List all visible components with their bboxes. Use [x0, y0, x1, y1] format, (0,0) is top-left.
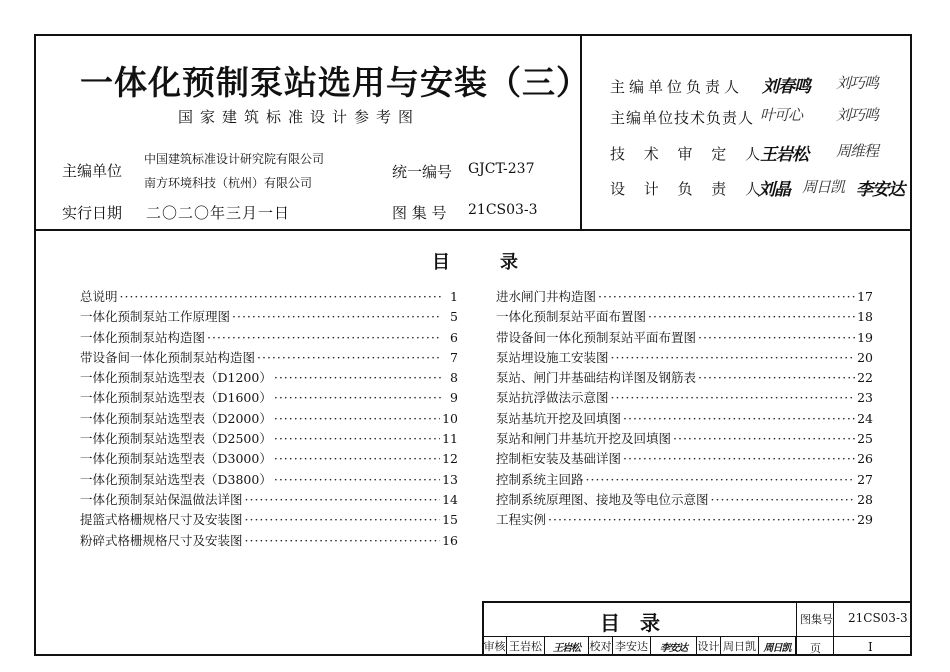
- toc-entry-page: 23: [857, 390, 873, 406]
- titleblock-design-sig: 周日凯: [759, 637, 796, 655]
- toc-entry[interactable]: [80, 287, 458, 307]
- toc-entry-page: 26: [857, 451, 873, 467]
- signature-3b: 周维程: [836, 142, 879, 160]
- toc-entry-title: 一体化预制泵站保温做法详图: [80, 491, 243, 507]
- editor-unit-2: 南方环境科技（杭州）有限公司: [144, 176, 313, 190]
- toc-entry-title: 控制系统主回路: [496, 471, 584, 487]
- toc-entry-title: 泵站抗浮做法示意图: [496, 390, 609, 406]
- toc-entry-page: 5: [450, 309, 458, 325]
- toc-left-column: [80, 287, 458, 551]
- titleblock-page-label: 页: [810, 642, 821, 655]
- toc-leader-dots: [274, 390, 442, 405]
- titleblock-review-sig: 王岩松: [545, 637, 589, 655]
- toc-leader-dots: [548, 512, 855, 527]
- toc-entry[interactable]: [80, 307, 458, 327]
- toc-leader-dots: [232, 309, 442, 324]
- toc-entry[interactable]: [80, 328, 458, 348]
- toc-leader-dots: [598, 289, 855, 304]
- unified-no-label: 统一编号: [392, 163, 453, 181]
- signature-1b: 刘巧鸣: [836, 74, 879, 92]
- toc-leader-dots: [274, 431, 440, 446]
- titleblock-signature-row: [483, 637, 796, 655]
- toc-entry-title: 粉碎式格栅规格尺寸及安装图: [80, 532, 243, 548]
- signature-label-3: 技 术 审 定 人: [610, 145, 768, 163]
- toc-entry[interactable]: [80, 409, 458, 429]
- subtitle: 国家建筑标准设计参考图: [178, 108, 421, 126]
- titleblock-check-sig: 李安达: [651, 637, 697, 655]
- toc-leader-dots: [698, 330, 855, 345]
- toc-leader-dots: [274, 472, 440, 487]
- effective-date-label: 实行日期: [62, 204, 123, 222]
- toc-entry-page: 12: [442, 451, 458, 467]
- toc-entry-page: 13: [442, 471, 458, 487]
- editor-unit-1: 中国建筑标准设计研究院有限公司: [144, 152, 325, 166]
- toc-heading-char-1: 目: [432, 252, 450, 273]
- toc-entry-page: 29: [857, 512, 873, 528]
- toc-entry[interactable]: [496, 510, 873, 530]
- signature-label-4: 设 计 负 责 人: [610, 180, 768, 198]
- toc-entry-title: 泵站和闸门井基坑开挖及回填图: [496, 431, 672, 447]
- toc-entry-page: 24: [857, 410, 873, 426]
- titleblock-check-name: 李安达: [613, 637, 651, 655]
- toc-entry[interactable]: [80, 470, 458, 490]
- atlas-no: 21CS03-3: [468, 202, 538, 218]
- toc-leader-dots: [245, 533, 441, 548]
- toc-leader-dots: [245, 512, 441, 527]
- main-title: 一体化预制泵站选用与安装（三）: [80, 63, 590, 102]
- toc-entry[interactable]: [496, 449, 873, 469]
- toc-entry-title: 一体化预制泵站选型表（D2500）: [80, 431, 272, 447]
- toc-entry-page: 28: [857, 491, 873, 507]
- signature-3a: 王岩松: [760, 145, 808, 165]
- toc-entry[interactable]: [80, 510, 458, 530]
- titleblock-design-name: 周日凯: [721, 637, 759, 655]
- toc-entry-title: 一体化预制泵站工作原理图: [80, 309, 231, 325]
- toc-right-column: [496, 287, 873, 531]
- toc-entry-page: 16: [442, 532, 458, 548]
- toc-entry-title: 一体化预制泵站平面布置图: [496, 309, 647, 325]
- toc-entry[interactable]: [80, 388, 458, 408]
- toc-entry-title: 带设备间一体化预制泵站构造图: [80, 349, 256, 365]
- toc-entry-page: 25: [857, 431, 873, 447]
- signature-label-1: 主编单位负责人: [610, 78, 744, 96]
- toc-heading-char-2: 录: [500, 252, 518, 273]
- toc-leader-dots: [711, 492, 856, 507]
- titleblock-review-name: 王岩松: [507, 637, 545, 655]
- toc-leader-dots: [648, 309, 855, 324]
- toc-entry-page: 7: [450, 349, 458, 365]
- toc-entry[interactable]: [80, 429, 458, 449]
- titleblock-page-value: I: [868, 640, 873, 654]
- toc-entry-title: 一体化预制泵站选型表（D1200）: [80, 370, 272, 386]
- toc-entry-title: 一体化预制泵站选型表（D3000）: [80, 451, 272, 467]
- toc-leader-dots: [245, 492, 441, 507]
- toc-entry[interactable]: [496, 470, 873, 490]
- signature-4b: 周日凯: [802, 178, 845, 196]
- toc-entry[interactable]: [496, 307, 873, 327]
- toc-entry-title: 进水闸门井构造图: [496, 289, 597, 304]
- toc-entry-page: 14: [442, 491, 458, 507]
- toc-entry[interactable]: [496, 368, 873, 388]
- toc-leader-dots: [120, 289, 442, 304]
- titleblock-design-label: 设计: [697, 637, 721, 655]
- toc-entry-title: 泵站埋设施工安装图: [496, 349, 609, 365]
- toc-leader-dots: [257, 350, 442, 365]
- toc-entry-page: 17: [857, 289, 873, 304]
- toc-entry-title: 带设备间一体化预制泵站平面布置图: [496, 329, 697, 345]
- atlas-no-label: 图 集 号: [392, 204, 447, 222]
- toc-entry[interactable]: [496, 429, 873, 449]
- unified-no: GJCT-237: [468, 161, 535, 177]
- toc-entry-page: 27: [857, 471, 873, 487]
- toc-entry-page: 20: [857, 349, 873, 365]
- toc-entry-page: 18: [857, 309, 873, 325]
- signature-4c: 李安达: [856, 180, 904, 200]
- toc-entry[interactable]: [496, 328, 873, 348]
- toc-entry-title: 一体化预制泵站选型表（D1600）: [80, 390, 272, 406]
- toc-leader-dots: [586, 472, 856, 487]
- toc-entry[interactable]: [80, 348, 458, 368]
- toc-entry-page: 10: [442, 410, 458, 426]
- toc-entry-title: 控制柜安装及基础详图: [496, 451, 622, 467]
- toc-entry[interactable]: [496, 348, 873, 368]
- titleblock-top-line: [482, 601, 912, 603]
- toc-entry-title: 总说明: [80, 289, 118, 304]
- toc-entry-title: 泵站、闸门井基础结构详图及钢筋表: [496, 370, 697, 386]
- toc-entry-page: 11: [442, 431, 458, 447]
- toc-entry-title: 泵站基坑开挖及回填图: [496, 410, 622, 426]
- toc-entry-title: 一体化预制泵站选型表（D3800）: [80, 471, 272, 487]
- toc-entry-page: 19: [857, 329, 873, 345]
- toc-entry-page: 9: [450, 390, 458, 406]
- toc-entry-title: 一体化预制泵站选型表（D2000）: [80, 410, 272, 426]
- effective-date: 二〇二〇年三月一日: [146, 204, 291, 222]
- toc-entry-title: 工程实例: [496, 512, 547, 528]
- toc-entry-title: 控制系统原理图、接地及等电位示意图: [496, 491, 709, 507]
- toc-entry-page: 6: [450, 329, 458, 345]
- editor-unit-label: 主编单位: [62, 162, 123, 180]
- titleblock-atlas-label: 图集号: [800, 613, 833, 626]
- toc-entry[interactable]: [80, 531, 458, 551]
- titleblock-atlas-value: 21CS03-3: [848, 611, 908, 625]
- toc-entry-title: 一体化预制泵站构造图: [80, 329, 206, 345]
- titleblock-divider-1: [796, 601, 797, 656]
- signature-label-2: 主编单位技术负责人: [610, 109, 755, 127]
- signature-2a: 叶可心: [760, 106, 803, 124]
- toc-leader-dots: [274, 451, 440, 466]
- header-bottom-line: [34, 229, 912, 231]
- toc-entry[interactable]: [496, 388, 873, 408]
- signature-1a: 刘春鸣: [762, 77, 810, 97]
- toc-leader-dots: [623, 411, 855, 426]
- toc-entry[interactable]: [496, 287, 873, 307]
- toc-entry-page: 1: [450, 289, 458, 304]
- toc-leader-dots: [207, 330, 442, 345]
- toc-entry-page: 8: [450, 370, 458, 386]
- titleblock-divider-2: [833, 601, 834, 656]
- toc-leader-dots: [611, 350, 856, 365]
- toc-entry-page: 22: [857, 370, 873, 386]
- toc-leader-dots: [698, 370, 855, 385]
- toc-leader-dots: [623, 451, 855, 466]
- toc-entry[interactable]: [80, 490, 458, 510]
- toc-leader-dots: [611, 390, 856, 405]
- titleblock-check-label: 校对: [589, 637, 613, 655]
- toc-leader-dots: [274, 411, 440, 426]
- toc-entry[interactable]: [80, 449, 458, 469]
- toc-entry-page: 15: [442, 512, 458, 528]
- titleblock-title: 目 录: [600, 611, 660, 635]
- toc-entry-title: 提篮式格栅规格尺寸及安装图: [80, 512, 243, 528]
- signature-2b: 刘巧鸣: [836, 106, 879, 124]
- toc-entry[interactable]: [496, 409, 873, 429]
- titleblock-review-label: 审核: [483, 637, 507, 655]
- toc-leader-dots: [673, 431, 855, 446]
- signature-4a: 刘晶: [758, 180, 790, 200]
- toc-entry[interactable]: [496, 490, 873, 510]
- toc-entry[interactable]: [80, 368, 458, 388]
- toc-leader-dots: [274, 370, 442, 385]
